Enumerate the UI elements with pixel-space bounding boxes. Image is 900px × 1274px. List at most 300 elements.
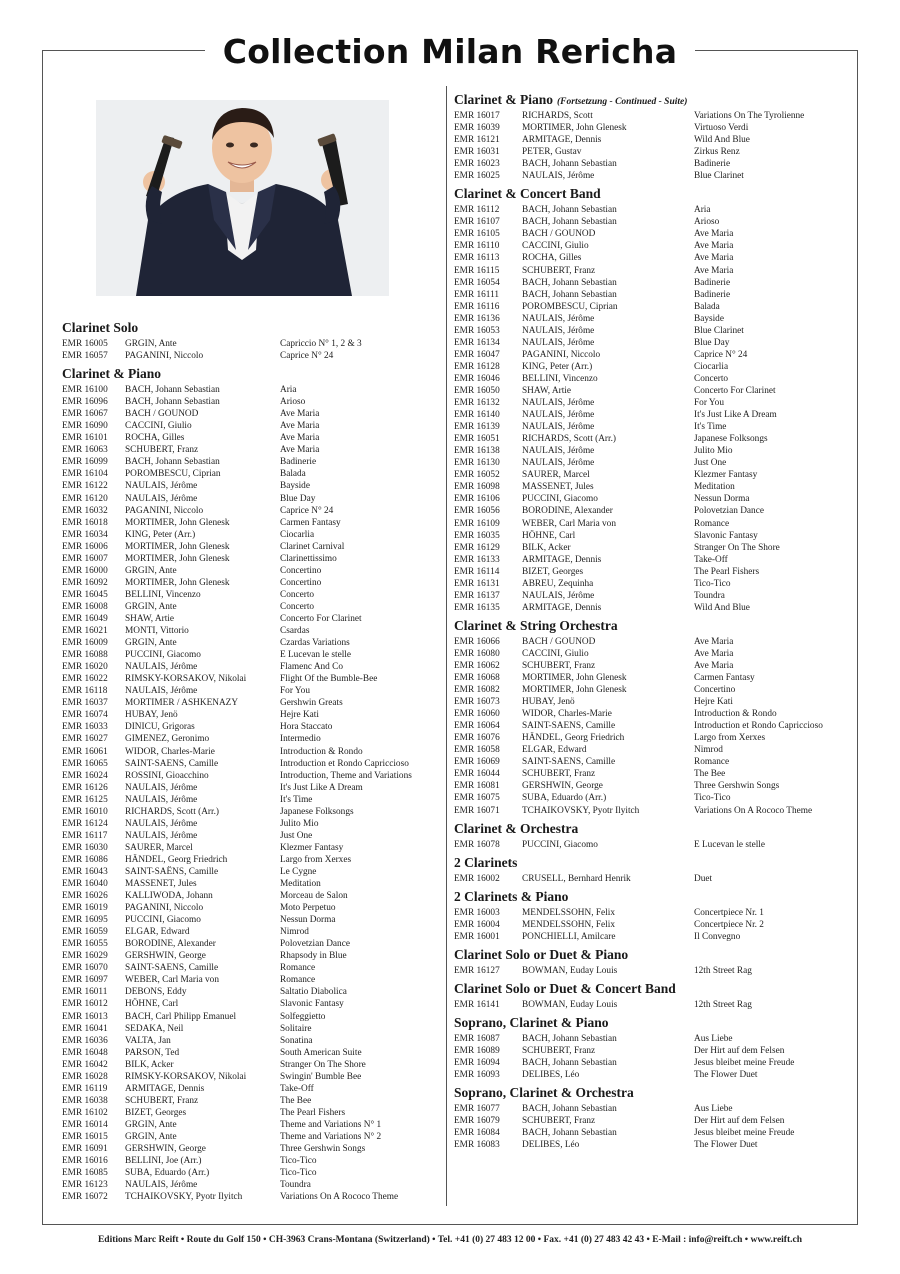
catalog-row	[62, 926, 442, 938]
catalog-code: EMR 16033	[62, 722, 108, 733]
catalog-row	[62, 866, 442, 878]
catalog-row	[454, 720, 854, 732]
catalog-code: EMR 16127	[454, 965, 500, 976]
catalog-composer: PETER, Gustav	[522, 147, 582, 158]
catalog-code: EMR 16087	[454, 1033, 500, 1044]
catalog-row	[454, 397, 854, 409]
catalog-work: Julito Mio	[694, 446, 733, 457]
catalog-work: Badinerie	[694, 159, 731, 170]
catalog-code: EMR 16129	[454, 542, 500, 553]
catalog-work: Just One	[694, 458, 727, 469]
catalog-work: Blue Day	[280, 493, 316, 504]
catalog-code: EMR 16086	[62, 854, 108, 865]
catalog-row	[454, 289, 854, 301]
catalog-composer: BACH, Johann Sebastian	[522, 1104, 617, 1115]
catalog-code: EMR 16080	[454, 648, 500, 659]
section-heading-text: 2 Clarinets	[454, 854, 518, 870]
catalog-composer: HÖHNE, Carl	[125, 999, 179, 1010]
catalog-code: EMR 16115	[454, 265, 500, 276]
catalog-code: EMR 16135	[454, 602, 500, 613]
catalog-code: EMR 16054	[454, 277, 500, 288]
catalog-work: Ave Maria	[694, 648, 734, 659]
catalog-code: EMR 16059	[62, 927, 108, 938]
catalog-composer: ARMITAGE, Dennis	[522, 554, 602, 565]
catalog-row	[454, 805, 854, 817]
catalog-work: Hejre Kati	[694, 697, 733, 708]
catalog-composer: MORTIMER, John Glenesk	[125, 577, 230, 588]
catalog-work: Blue Clarinet	[694, 171, 744, 182]
section-subtitle: (Fortsetzung - Continued - Suite)	[557, 97, 688, 107]
catalog-code: EMR 16078	[454, 839, 500, 850]
catalog-code: EMR 16114	[454, 566, 500, 577]
catalog-code: EMR 16004	[454, 919, 500, 930]
catalog-work: The Pearl Fishers	[694, 566, 760, 577]
catalog-row	[62, 770, 442, 782]
catalog-code: EMR 16046	[454, 373, 500, 384]
catalog-work: Concertpiece Nr. 2	[694, 919, 764, 930]
catalog-row	[62, 890, 442, 902]
catalog-row	[454, 999, 854, 1011]
catalog-code: EMR 16058	[454, 745, 500, 756]
catalog-code: EMR 16090	[62, 421, 108, 432]
catalog-row	[454, 170, 854, 182]
catalog-composer: BILK, Acker	[125, 1059, 174, 1070]
catalog-work: Slavonic Fantasy	[694, 530, 758, 541]
catalog-composer: SCHUBERT, Franz	[522, 265, 596, 276]
catalog-work: Caprice N° 24	[280, 505, 334, 516]
catalog-code: EMR 16008	[62, 601, 108, 612]
catalog-work: E Lucevan le stelle	[280, 650, 351, 661]
catalog-composer: NAULAIS, Jérôme	[522, 458, 595, 469]
catalog-work: Flight Of the Bumble-Bee	[280, 674, 378, 685]
catalog-work: Ciocarlia	[694, 361, 729, 372]
catalog-work: Concerto	[280, 601, 315, 612]
catalog-code: EMR 16053	[454, 325, 500, 336]
catalog-code: EMR 16131	[454, 578, 500, 589]
catalog-row	[62, 444, 442, 456]
catalog-row	[62, 384, 442, 396]
catalog-composer: BACH, Johann Sebastian	[522, 205, 617, 216]
catalog-row	[454, 1115, 854, 1127]
catalog-composer: GRGIN, Ante	[125, 339, 177, 349]
catalog-code: EMR 16072	[62, 1192, 108, 1203]
catalog-work: Capriccio N° 1, 2 & 3	[280, 339, 362, 349]
catalog-composer: NAULAIS, Jérôme	[125, 493, 198, 504]
catalog-work: Klezmer Fantasy	[694, 470, 758, 481]
section-heading	[454, 90, 854, 110]
catalog-code: EMR 16026	[62, 891, 108, 902]
catalog-composer: BACH, Johann Sebastian	[522, 289, 617, 300]
section-heading	[454, 887, 854, 907]
catalog-row	[62, 613, 442, 625]
catalog-code: EMR 16104	[62, 469, 108, 480]
section-heading	[62, 318, 442, 338]
catalog-code: EMR 16079	[454, 1116, 500, 1127]
catalog-composer: GRGIN, Ante	[125, 638, 177, 649]
catalog-composer: CACCINI, Giulio	[522, 241, 589, 252]
catalog-code: EMR 16049	[62, 613, 108, 624]
catalog-work: Wild And Blue	[694, 602, 750, 613]
catalog-row	[62, 962, 442, 974]
catalog-code: EMR 16021	[62, 626, 108, 637]
catalog-row	[454, 1127, 854, 1139]
catalog-row	[62, 758, 442, 770]
section-heading-text: Soprano, Clarinet & Piano	[454, 1014, 609, 1030]
catalog-composer: RICHARDS, Scott (Arr.)	[522, 434, 617, 445]
catalog-row	[454, 421, 854, 433]
catalog-work: Ave Maria	[694, 229, 734, 240]
catalog-composer: GRGIN, Ante	[125, 601, 177, 612]
catalog-code: EMR 16095	[62, 915, 108, 926]
catalog-row	[454, 252, 854, 264]
section-heading-text: Clarinet & Concert Band	[454, 186, 601, 202]
catalog-code: EMR 16042	[62, 1059, 108, 1070]
catalog-code: EMR 16084	[454, 1128, 500, 1139]
catalog-code: EMR 16014	[62, 1119, 108, 1130]
catalog-row	[454, 204, 854, 216]
catalog-row	[454, 216, 854, 228]
catalog-work: Stranger On The Shore	[694, 542, 780, 553]
catalog-composer: NAULAIS, Jérôme	[522, 422, 595, 433]
catalog-code: EMR 16041	[62, 1023, 108, 1034]
catalog-code: EMR 16073	[454, 697, 500, 708]
catalog-composer: NAULAIS, Jérôme	[522, 590, 595, 601]
section-heading-text: Clarinet & Piano	[62, 366, 161, 382]
catalog-row	[62, 938, 442, 950]
catalog-code: EMR 16029	[62, 951, 108, 962]
catalog-row	[454, 578, 854, 590]
section-heading	[454, 979, 854, 999]
catalog-row	[454, 530, 854, 542]
catalog-row	[62, 1023, 442, 1035]
catalog-row	[62, 733, 442, 745]
catalog-work: Aria	[694, 205, 711, 216]
section-heading	[454, 853, 854, 873]
catalog-work: Ave Maria	[280, 445, 320, 456]
catalog-composer: GIMENEZ, Geronimo	[125, 734, 210, 745]
catalog-row	[454, 457, 854, 469]
catalog-composer: SAURER, Marcel	[522, 470, 590, 481]
catalog-code: EMR 16006	[62, 541, 108, 552]
catalog-row	[62, 1191, 442, 1203]
catalog-code: EMR 16050	[454, 385, 500, 396]
catalog-composer: BACH / GOUNOD	[125, 409, 199, 420]
catalog-code: EMR 16065	[62, 758, 108, 769]
catalog-composer: KING, Peter (Arr.)	[125, 529, 196, 540]
catalog-code: EMR 16018	[62, 517, 108, 528]
catalog-work: Virtuoso Verdi	[694, 123, 749, 134]
catalog-work: Ave Maria	[694, 253, 734, 264]
catalog-composer: GRGIN, Ante	[125, 1119, 177, 1130]
catalog-composer: SUBA, Eduardo (Arr.)	[522, 793, 607, 804]
catalog-row	[62, 830, 442, 842]
catalog-composer: CACCINI, Giulio	[522, 648, 589, 659]
catalog-row	[454, 684, 854, 696]
catalog-row	[62, 601, 442, 613]
catalog-row	[454, 756, 854, 768]
catalog-row	[62, 782, 442, 794]
catalog-row	[454, 554, 854, 566]
catalog-work: Balada	[694, 301, 720, 312]
catalog-code: EMR 16100	[62, 385, 108, 396]
catalog-row	[62, 480, 442, 492]
catalog-work: Toundra	[694, 590, 725, 601]
catalog-work: Le Cygne	[280, 866, 317, 877]
catalog-work: Japanese Folksongs	[280, 806, 354, 817]
catalog-row	[62, 432, 442, 444]
catalog-row	[62, 842, 442, 854]
catalog-work: Morceau de Salon	[280, 891, 348, 902]
catalog-composer: SAINT-SAENS, Camille	[522, 757, 616, 768]
catalog-row	[454, 780, 854, 792]
catalog-work: Bayside	[694, 313, 724, 324]
catalog-composer: BACH, Johann Sebastian	[522, 217, 617, 228]
section-heading-text: Clarinet Solo or Duet & Piano	[454, 946, 629, 962]
catalog-row	[62, 1095, 442, 1107]
catalog-row	[454, 1139, 854, 1151]
catalog-code: EMR 16023	[454, 159, 500, 170]
catalog-work: Romance	[280, 975, 316, 986]
catalog-code: EMR 16082	[454, 685, 500, 696]
catalog-row	[62, 1179, 442, 1191]
catalog-work: Jesus bleibet meine Freude	[694, 1128, 795, 1139]
catalog-composer: SCHUBERT, Franz	[522, 769, 596, 780]
catalog-code: EMR 16047	[454, 349, 500, 360]
catalog-work: It's Just Like A Dream	[694, 410, 777, 421]
catalog-code: EMR 16017	[454, 111, 500, 121]
catalog-code: EMR 16102	[62, 1107, 108, 1118]
catalog-work: Badinerie	[280, 457, 317, 468]
catalog-composer: HÖHNE, Carl	[522, 530, 576, 541]
catalog-code: EMR 16056	[454, 506, 500, 517]
catalog-row	[454, 1045, 854, 1057]
catalog-work: For You	[280, 686, 310, 697]
section-heading-text: Clarinet & Orchestra	[454, 820, 579, 836]
catalog-work: Arioso	[694, 217, 720, 228]
catalog-code: EMR 16010	[62, 806, 108, 817]
catalog-code: EMR 16122	[62, 481, 108, 492]
catalog-row	[454, 602, 854, 614]
catalog-work: For You	[694, 398, 724, 409]
catalog-work: Introduction & Rondo	[280, 746, 363, 757]
catalog-code: EMR 16097	[62, 975, 108, 986]
catalog-work: Nessun Dorma	[694, 494, 750, 505]
catalog-row	[62, 697, 442, 709]
catalog-row	[62, 914, 442, 926]
catalog-row	[454, 110, 854, 122]
catalog-work: Concerto	[280, 589, 315, 600]
catalog-composer: GERSHWIN, George	[125, 1144, 206, 1155]
catalog-composer: BACH, Johann Sebastian	[522, 1033, 617, 1044]
catalog-row	[454, 768, 854, 780]
catalog-row	[62, 721, 442, 733]
catalog-work: Jesus bleibet meine Freude	[694, 1058, 795, 1068]
catalog-row	[454, 1033, 854, 1045]
catalog-code: EMR 16024	[62, 770, 108, 781]
catalog-work: Variations On A Rococo Theme	[280, 1192, 399, 1203]
catalog-work: South American Suite	[280, 1047, 362, 1058]
catalog-composer: NAULAIS, Jérôme	[125, 794, 198, 805]
catalog-code: EMR 16027	[62, 734, 108, 745]
catalog-work: Introduction, Theme and Variations	[280, 770, 412, 781]
catalog-code: EMR 16035	[454, 530, 500, 541]
catalog-composer: HUBAY, Jenö	[125, 710, 178, 721]
catalog-composer: DELIBES, Léo	[522, 1140, 580, 1151]
catalog-row	[454, 660, 854, 672]
catalog-row	[62, 396, 442, 408]
catalog-work: The Bee	[694, 769, 726, 780]
catalog-code: EMR 16001	[454, 931, 500, 942]
catalog-code: EMR 16093	[454, 1070, 500, 1081]
catalog-code: EMR 16138	[454, 446, 500, 457]
catalog-composer: SCHUBERT, Franz	[125, 1095, 199, 1106]
catalog-code: EMR 16121	[454, 135, 500, 146]
catalog-composer: NAULAIS, Jérôme	[522, 337, 595, 348]
catalog-work: Swingin' Bumble Bee	[280, 1071, 362, 1082]
catalog-code: EMR 16012	[62, 999, 108, 1010]
section-heading-text: Clarinet & String Orchestra	[454, 617, 618, 633]
catalog-code: EMR 16044	[454, 769, 500, 780]
catalog-code: EMR 16071	[454, 805, 500, 816]
catalog-code: EMR 16052	[454, 470, 500, 481]
catalog-work: Aus Liebe	[694, 1033, 733, 1044]
catalog-code: EMR 16118	[62, 686, 108, 697]
catalog-code: EMR 16116	[454, 301, 500, 312]
catalog-row	[62, 541, 442, 553]
catalog-composer: SHAW, Artie	[125, 613, 175, 624]
catalog-row	[62, 1131, 442, 1143]
catalog-code: EMR 16007	[62, 553, 108, 564]
catalog-row	[454, 349, 854, 361]
catalog-row	[454, 792, 854, 804]
catalog-composer: GERSHWIN, George	[125, 951, 206, 962]
catalog-composer: SAURER, Marcel	[125, 842, 193, 853]
catalog-work: Csardas	[280, 626, 310, 637]
catalog-code: EMR 16124	[62, 818, 108, 829]
catalog-composer: PARSON, Ted	[125, 1047, 180, 1058]
catalog-work: The Flower Duet	[694, 1070, 758, 1081]
artist-photo	[96, 100, 389, 296]
catalog-row	[62, 1011, 442, 1023]
catalog-composer: BORODINE, Alexander	[125, 939, 216, 950]
catalog-code: EMR 16039	[454, 123, 500, 134]
catalog-row	[454, 907, 854, 919]
catalog-work: The Bee	[280, 1095, 312, 1106]
catalog-row	[454, 839, 854, 851]
catalog-work: Der Hirt auf dem Felsen	[694, 1116, 785, 1127]
catalog-row	[62, 661, 442, 673]
catalog-work: Clarinettissimo	[280, 553, 337, 564]
catalog-code: EMR 16083	[454, 1140, 500, 1151]
catalog-work: Tico-Tico	[280, 1168, 317, 1179]
catalog-work: Caprice N° 24	[694, 349, 748, 360]
catalog-work: The Pearl Fishers	[280, 1107, 346, 1118]
catalog-code: EMR 16031	[454, 147, 500, 158]
catalog-code: EMR 16067	[62, 409, 108, 420]
catalog-work: Concertino	[694, 685, 736, 696]
catalog-composer: SCHUBERT, Franz	[125, 445, 199, 456]
catalog-row	[62, 998, 442, 1010]
catalog-work: Il Convegno	[694, 931, 741, 942]
catalog-work: Meditation	[280, 879, 321, 890]
catalog-code: EMR 16074	[62, 710, 108, 721]
catalog-work: Ave Maria	[694, 241, 734, 252]
catalog-work: It's Just Like A Dream	[280, 782, 363, 793]
catalog-composer: PUCCINI, Giacomo	[522, 839, 598, 850]
catalog-row	[454, 337, 854, 349]
catalog-work: Carmen Fantasy	[280, 517, 341, 528]
catalog-row	[454, 301, 854, 313]
catalog-composer: RIMSKY-KORSAKOV, Nikolai	[125, 674, 247, 685]
catalog-composer: NAULAIS, Jérôme	[125, 1180, 198, 1191]
catalog-composer: KING, Peter (Arr.)	[522, 361, 593, 372]
catalog-work: Theme and Variations N° 1	[280, 1119, 382, 1130]
catalog-composer: RICHARDS, Scott	[522, 111, 593, 121]
catalog-composer: RIMSKY-KORSAKOV, Nikolai	[125, 1071, 247, 1082]
catalog-code: EMR 16043	[62, 866, 108, 877]
catalog-work: Take-Off	[280, 1083, 314, 1094]
catalog-work: Just One	[280, 830, 313, 841]
catalog-work: Three Gershwin Songs	[694, 781, 780, 792]
catalog-code: EMR 16015	[62, 1132, 108, 1142]
catalog-composer: NAULAIS, Jérôme	[125, 481, 198, 492]
catalog-code: EMR 16133	[454, 554, 500, 565]
title-wrap	[0, 32, 900, 71]
catalog-composer: NAULAIS, Jérôme	[125, 782, 198, 793]
catalog-code: EMR 16036	[62, 1035, 108, 1046]
catalog-row	[454, 277, 854, 289]
catalog-work: Klezmer Fantasy	[280, 842, 344, 853]
catalog-row	[454, 373, 854, 385]
artist-photo-illustration	[96, 100, 389, 296]
catalog-composer: BORODINE, Alexander	[522, 506, 613, 517]
catalog-code: EMR 16107	[454, 217, 500, 228]
catalog-row	[62, 529, 442, 541]
catalog-row	[62, 625, 442, 637]
catalog-code: EMR 16105	[454, 229, 500, 240]
catalog-code: EMR 16075	[454, 793, 500, 804]
catalog-work: Variations On A Rococo Theme	[694, 805, 813, 816]
catalog-code: EMR 16132	[454, 398, 500, 409]
catalog-composer: MORTIMER, John Glenesk	[522, 685, 627, 696]
catalog-composer: MASSENET, Jules	[125, 879, 197, 890]
catalog-work: Balada	[280, 469, 306, 480]
catalog-row	[62, 350, 442, 362]
catalog-composer: HÄNDEL, Georg Friedrich	[125, 854, 228, 865]
catalog-code: EMR 16057	[62, 351, 108, 362]
catalog-work: Ave Maria	[280, 421, 320, 432]
catalog-work: Three Gershwin Songs	[280, 1144, 366, 1155]
catalog-composer: BILK, Acker	[522, 542, 571, 553]
catalog-row	[454, 325, 854, 337]
catalog-row	[62, 1143, 442, 1155]
catalog-code: EMR 16048	[62, 1047, 108, 1058]
catalog-code: EMR 16120	[62, 493, 108, 504]
catalog-composer: ROCHA, Gilles	[125, 433, 185, 444]
catalog-work: Slavonic Fantasy	[280, 999, 344, 1010]
catalog-composer: BACH, Johann Sebastian	[125, 457, 220, 468]
catalog-code: EMR 16013	[62, 1011, 108, 1022]
catalog-row	[62, 420, 442, 432]
catalog-code: EMR 16130	[454, 458, 500, 469]
catalog-composer: ELGAR, Edward	[125, 927, 190, 938]
catalog-composer: SAINT-SAENS, Camille	[522, 721, 616, 732]
catalog-code: EMR 16051	[454, 434, 500, 445]
footer-contact: Editions Marc Reift • Route du Golf 150 • CH-3963 Crans-Montana (Switzerland) • Tel. +41 (0) 27 483 12 00 • Fax. +41 (0) 27 483 42 43 • E-Mail : info@reift.ch • www.reift.ch	[97, 1235, 803, 1245]
catalog-row	[454, 648, 854, 660]
catalog-code: EMR 16137	[454, 590, 500, 601]
catalog-composer: PUCCINI, Giacomo	[125, 915, 201, 926]
